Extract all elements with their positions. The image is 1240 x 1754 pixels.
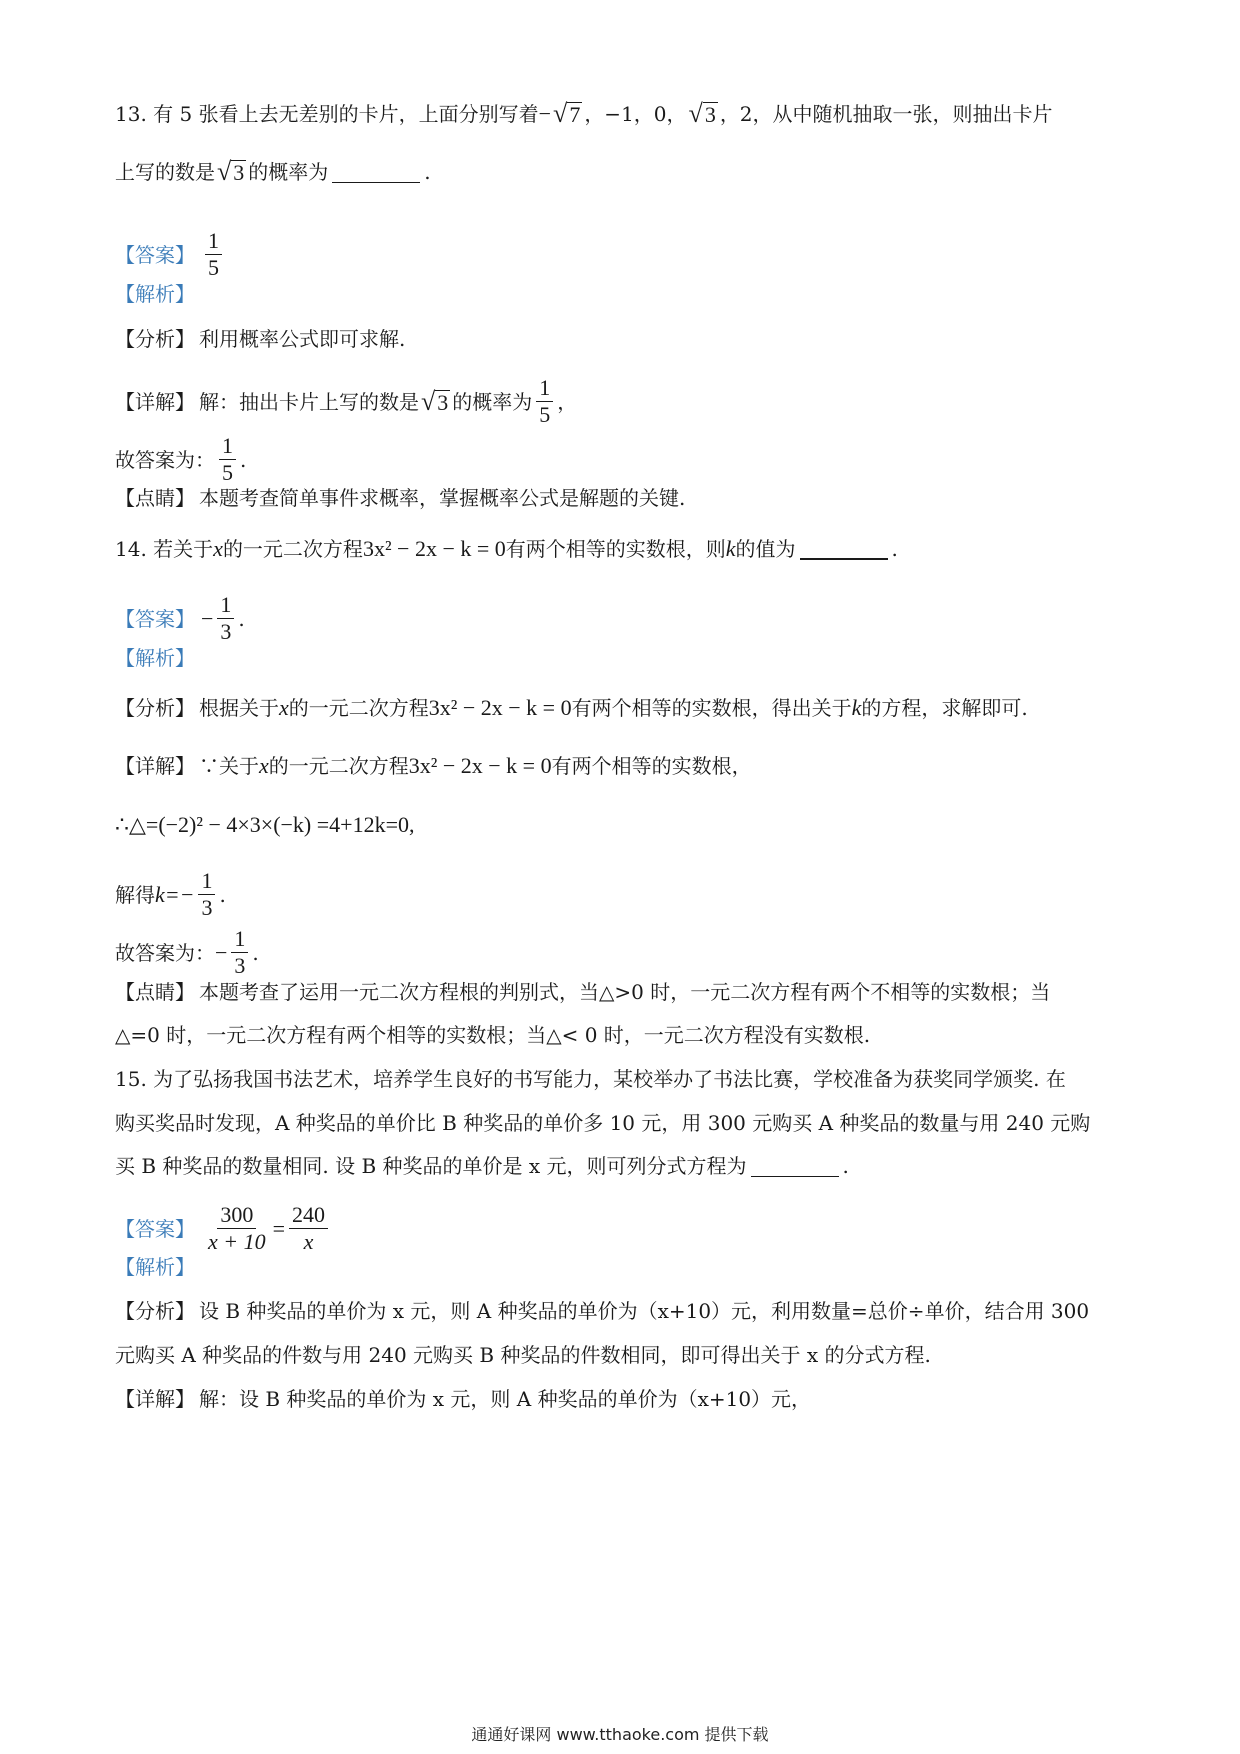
q13-text: ，2，从中随机抽取一张，则抽出卡片 xyxy=(719,102,1053,126)
q14-text: 有两个相等的实数根，则 xyxy=(505,537,726,561)
fraction: $\frac{1}{5}$ xyxy=(219,433,236,486)
q14-answer xyxy=(115,592,1130,645)
q14-solve xyxy=(115,868,1130,921)
fenxi-tag: 【分析】 xyxy=(115,696,195,720)
fenxi-tag: 【分析】 xyxy=(115,327,195,351)
q14-text: ∵关于 xyxy=(199,754,259,778)
q15-fenxi-1 xyxy=(115,1297,1130,1325)
q13-text: 的概率为 xyxy=(452,389,533,414)
answer-blank xyxy=(751,1156,839,1177)
q15-line-3 xyxy=(115,1152,1130,1180)
equation: 3x² − 2x − k = 0 xyxy=(408,753,552,778)
q14-text: 的值为 xyxy=(735,537,796,561)
var-x: x xyxy=(279,695,289,720)
q15-analysis-tag xyxy=(115,1253,1130,1281)
q13-detail xyxy=(115,375,1130,428)
detail-tag: 【详解】 xyxy=(115,389,195,414)
q14-text: 根据关于 xyxy=(199,696,279,720)
sqrt-seven: √ 7 xyxy=(553,99,581,128)
q14-text: 有两个相等的实数根，得出关于 xyxy=(571,696,852,720)
answer-blank xyxy=(800,538,888,560)
period: . xyxy=(219,882,226,907)
analysis-tag: 【解析】 xyxy=(115,282,195,306)
q13-text: ，−1，0， xyxy=(584,102,687,126)
answer-tag: 【答案】 xyxy=(115,1216,195,1241)
var-x: x xyxy=(213,536,223,561)
q14-text: 的一元二次方程 xyxy=(288,696,429,720)
q13-comment xyxy=(115,484,1130,512)
k-value: k=− xyxy=(155,881,195,907)
q13-line-1 xyxy=(115,100,1130,128)
q13-text: 解：抽出卡片上写的数是 xyxy=(199,389,419,414)
answer-tag: 【答案】 xyxy=(115,242,195,267)
period: . xyxy=(842,1154,849,1178)
detail-tag: 【详解】 xyxy=(115,754,195,778)
q15-text: 15. 为了弘扬我国书法艺术，培养学生良好的书写能力，某校举办了书法比赛，学校准备为获奖同学颁奖. 在 xyxy=(115,1067,1066,1091)
q14-fenxi xyxy=(115,694,1130,722)
q15-text: 购买奖品时发现，A 种奖品的单价比 B 种奖品的单价多 10 元，用 300 元购买 A 种奖品的数量与用 240 元购 xyxy=(115,1111,1091,1135)
q13-comment-text: 本题考查简单事件求概率，掌握概率公式是解题的关键. xyxy=(199,486,686,510)
period: . xyxy=(424,160,431,184)
discriminant-equation: ∴△=(−2)² − 4×3×(−k) =4+12k=0, xyxy=(115,812,415,837)
q13-final xyxy=(115,433,1130,486)
q14-text: 的方程，求解即可. xyxy=(861,696,1028,720)
fraction: $\frac{240}{x}$ xyxy=(289,1202,328,1255)
answer-tag: 【答案】 xyxy=(115,606,195,631)
minus-sign: − xyxy=(215,939,228,965)
period: . xyxy=(891,537,898,561)
q14-analysis-tag xyxy=(115,644,1130,672)
q14-comment-text: 本题考查了运用一元二次方程根的判别式，当△>0 时，一元二次方程有两个不相等的实数根；当 xyxy=(199,980,1051,1004)
comment-tag: 【点睛】 xyxy=(115,980,195,1004)
fenxi-tag: 【分析】 xyxy=(115,1299,195,1323)
q14-comment-text: △=0 时，一元二次方程有两个相等的实数根；当△< 0 时，一元二次方程没有实数根. xyxy=(115,1023,871,1047)
q13-fenxi xyxy=(115,325,1130,353)
sqrt-three: √ 3 xyxy=(217,157,245,186)
q14-line xyxy=(115,535,1130,563)
detail-tag: 【详解】 xyxy=(115,1387,195,1411)
q15-fenxi-text: 元购买 A 种奖品的件数与用 240 元购买 B 种奖品的件数相同，即可得出关于 x 的分式方程. xyxy=(115,1343,931,1367)
period: . xyxy=(252,940,259,965)
period: . xyxy=(240,447,247,472)
q15-text: 买 B 种奖品的数量相同. 设 B 种奖品的单价是 x 元，则可列分式方程为 xyxy=(115,1154,747,1178)
q14-text: 解得 xyxy=(115,882,155,907)
q13-text: 的概率为 xyxy=(248,160,329,184)
final-label: 故答案为： xyxy=(115,940,215,965)
var-x: x xyxy=(259,753,269,778)
q14-text: 的一元二次方程 xyxy=(268,754,409,778)
q15-detail xyxy=(115,1385,1130,1413)
var-k: k xyxy=(725,536,736,561)
q14-text: 有两个相等的实数根， xyxy=(551,754,752,778)
sqrt-three: √ 3 xyxy=(688,99,716,128)
q14-comment-2 xyxy=(115,1021,1130,1049)
analysis-tag: 【解析】 xyxy=(115,1255,195,1279)
q15-line-2 xyxy=(115,1109,1130,1137)
q13-text: 上写的数是 xyxy=(115,160,215,184)
q14-delta xyxy=(115,811,1130,839)
equation: 3x² − 2x − k = 0 xyxy=(362,536,506,561)
equals-sign: = xyxy=(272,1215,286,1241)
q13-text: 13. 有 5 张看上去无差别的卡片，上面分别写着 xyxy=(115,102,539,126)
q15-line-1 xyxy=(115,1065,1130,1093)
q14-text: 14. 若关于 xyxy=(115,537,214,561)
analysis-tag: 【解析】 xyxy=(115,646,195,670)
q14-detail xyxy=(115,752,1130,780)
q15-detail-text: 解：设 B 种奖品的单价为 x 元，则 A 种奖品的单价为（x+10）元， xyxy=(199,1387,812,1411)
q13-analysis-tag xyxy=(115,280,1130,308)
q13-line-2 xyxy=(115,158,1130,186)
final-label: 故答案为： xyxy=(115,447,215,472)
fraction: $\frac{1}{3}$ xyxy=(217,592,234,645)
answer-blank xyxy=(332,162,420,183)
q13-fenxi-text: 利用概率公式即可求解. xyxy=(199,327,406,351)
fraction: $\frac{1}{3}$ xyxy=(198,868,215,921)
var-k: k xyxy=(851,695,862,720)
minus-sign: − xyxy=(538,101,552,126)
minus-sign: − xyxy=(201,605,214,631)
q15-fenxi-text: 设 B 种奖品的单价为 x 元，则 A 种奖品的单价为（x+10）元，利用数量=总价÷单价，结合用 300 xyxy=(199,1299,1090,1323)
q14-text: 的一元二次方程 xyxy=(222,537,363,561)
q14-comment-1 xyxy=(115,978,1130,1006)
equation: 3x² − 2x − k = 0 xyxy=(428,695,572,720)
q14-final xyxy=(115,926,1130,979)
page-footer: 通通好课网 www.tthaoke.com 提供下载 xyxy=(471,1725,769,1744)
comma: ， xyxy=(557,389,578,414)
sqrt-three: √ 3 xyxy=(421,386,449,416)
q13-answer xyxy=(115,228,1130,281)
fraction: $\frac{300}{x + 10}$ xyxy=(208,1202,266,1254)
period: . xyxy=(238,606,245,631)
fraction: $\frac{1}{5}$ xyxy=(205,228,222,281)
fraction: $\frac{1}{3}$ xyxy=(231,926,248,979)
fraction: $\frac{1}{5}$ xyxy=(536,375,553,428)
q15-answer xyxy=(115,1202,1130,1255)
comment-tag: 【点睛】 xyxy=(115,486,195,510)
q15-fenxi-2 xyxy=(115,1341,1130,1369)
